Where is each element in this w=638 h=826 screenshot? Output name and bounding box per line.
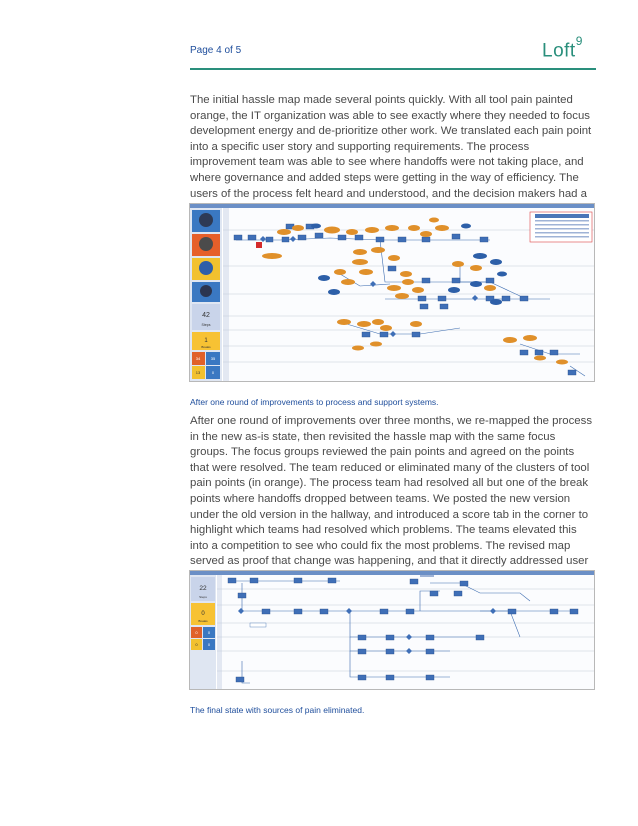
map2-small-blue-top: 0 xyxy=(207,630,211,635)
map2-small-red-bottom: 0 xyxy=(195,642,198,647)
logo-super: 9 xyxy=(575,34,583,48)
map2-small-red-top: 0 xyxy=(195,630,198,635)
map1-small-blue-top: 35 xyxy=(210,356,216,361)
map2-steps-label: Steps xyxy=(199,595,207,599)
logo-text: Loft xyxy=(542,40,576,62)
map1-small-blue-bottom: 0 xyxy=(211,370,215,375)
body-paragraph-2: After one round of improvements over three months, we re-mapped the process in the new as-is state, then revisited the hassle map with the same focus groups. The focus groups reviewed the pain points and agreed on the points that were resolved. The team reduced or eliminated many of the clusters of tool pain points (in orange). The process team had resolved all but one of the break points where handoffs dropped between teams. We posted the new version under the old version in the hallway, and introduced a score tab in the corner to highlight which teams had resolved which problems. The teams elevated this into a competition to see who could fix the most problems. The revised map served as proof that change was happening, and that it directly addressed user xyxy=(190,415,593,568)
map1-breaks-label: Breaks xyxy=(201,345,211,349)
map1-steps-label: Steps xyxy=(201,323,211,327)
hassle-map-final xyxy=(189,570,595,690)
map1-small-red-top: 34 xyxy=(195,356,201,361)
map1-breaks-value: 1 xyxy=(204,338,208,344)
figure-caption-1: After one round of improvements to process and support systems. xyxy=(190,397,439,407)
hassle-map-initial xyxy=(189,203,595,382)
map2-breaks-label: Breaks xyxy=(198,619,208,623)
map1-small-red-bottom: 13 xyxy=(195,370,201,375)
loft9-logo xyxy=(542,34,583,62)
map2-steps-value: 22 xyxy=(199,585,207,592)
map2-breaks-value: 0 xyxy=(201,611,205,617)
body-paragraph-1: The initial hassle map made several points quickly. With all tool pain painted orange, the IT organization was able to see exactly where they needed to focus development energy and de-prioritize other work. We translated each pain point into a specific user story and supporting requirements. The process improvement team was able to see where handoffs were not taking place, and where governance and added steps were getting in the way of efficiency. The users of the process felt heard and understood, and the decision makers had a xyxy=(190,94,592,200)
header-rule xyxy=(190,68,596,70)
figure-caption-2: The final state with sources of pain eliminated. xyxy=(190,705,365,715)
page-number: Page 4 of 5 xyxy=(190,45,242,56)
map2-small-blue-bottom: 0 xyxy=(207,642,211,647)
map1-steps-value: 42 xyxy=(202,312,210,319)
